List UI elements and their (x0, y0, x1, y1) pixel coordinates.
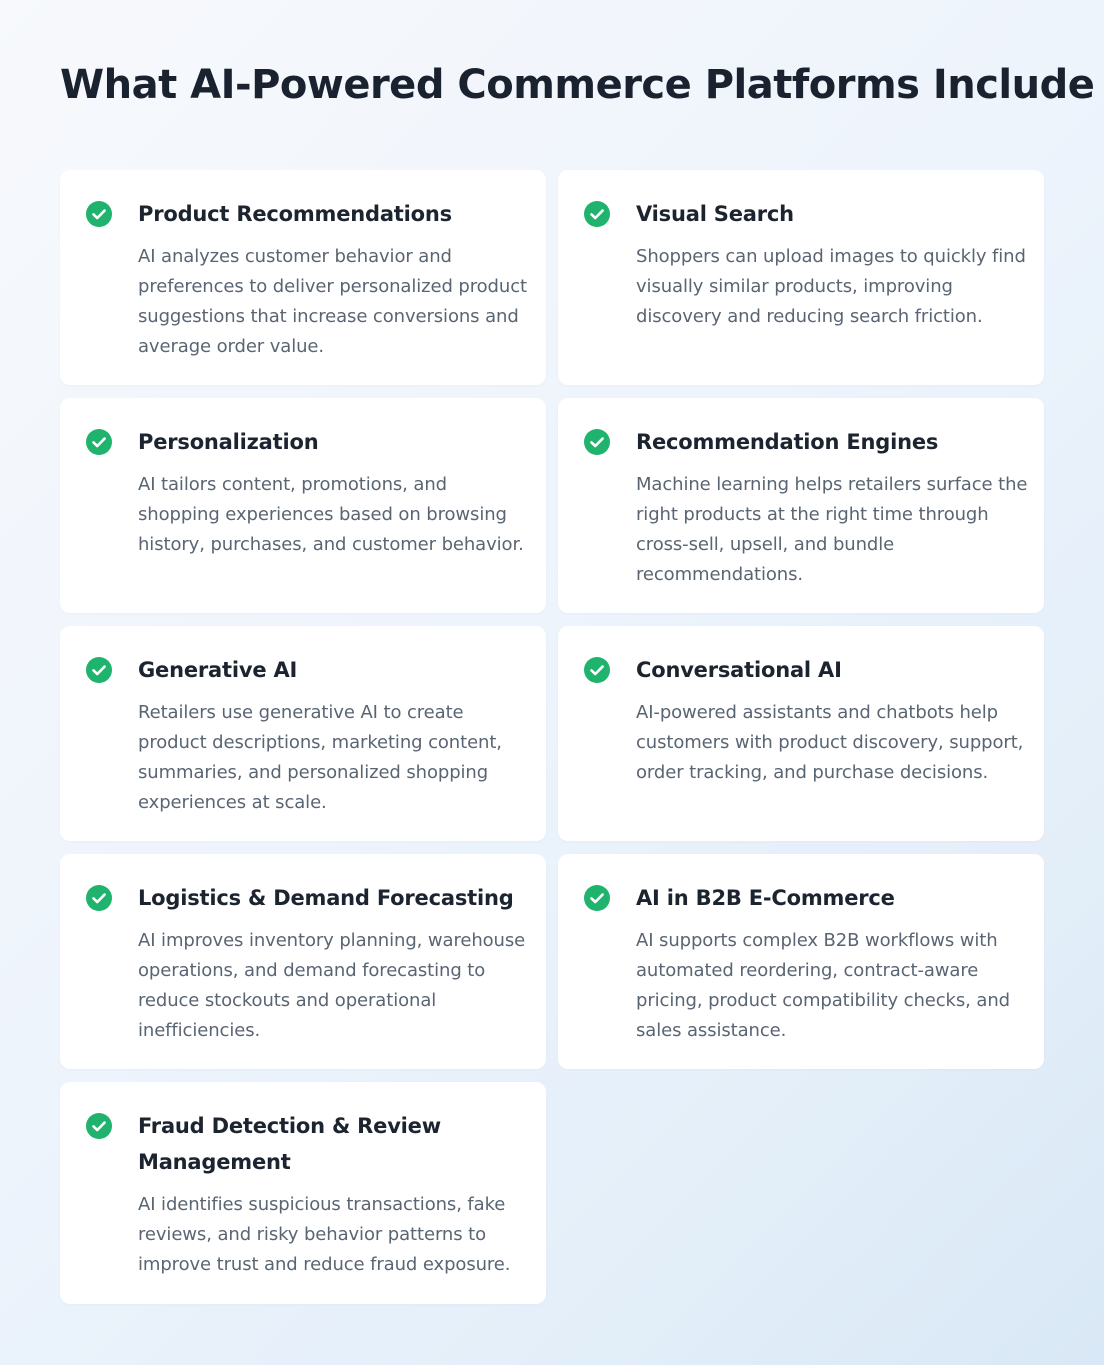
page-title: What AI-Powered Commerce Platforms Include (60, 62, 1095, 108)
feature-card-recommendation-engines (558, 398, 1044, 613)
card-description: AI tailors content, promotions, and shopping experiences based on browsing history, purchases, and customer behavior. (138, 474, 524, 555)
card-title: AI in B2B E-Commerce (636, 886, 895, 910)
check-circle-icon (584, 657, 610, 683)
feature-card-generative-ai (60, 626, 546, 841)
check-circle-icon (86, 885, 112, 911)
card-title: Product Recommendations (138, 202, 452, 226)
card-title: Logistics & Demand Forecasting (138, 886, 514, 910)
feature-card-personalization (60, 398, 546, 613)
card-description: AI supports complex B2B workflows with automated reordering, contract-aware pricing, product compatibility checks, and sales assistance. (636, 930, 1010, 1041)
check-circle-icon (584, 429, 610, 455)
card-description: AI identifies suspicious transactions, fake reviews, and risky behavior patterns to improve trust and reduce fraud exposure. (138, 1194, 511, 1275)
card-description: Shoppers can upload images to quickly find visually similar products, improving discovery and reducing search friction. (636, 246, 1026, 327)
check-circle-icon (584, 885, 610, 911)
card-title: Visual Search (636, 202, 794, 226)
check-circle-icon (584, 201, 610, 227)
feature-grid (60, 170, 1044, 1304)
card-title: Conversational AI (636, 658, 842, 682)
feature-card-visual-search (558, 170, 1044, 385)
check-circle-icon (86, 201, 112, 227)
card-description: AI-powered assistants and chatbots help customers with product discovery, support, order tracking, and purchase decisions. (636, 702, 1024, 783)
card-title: Fraud Detection & Review Management (138, 1114, 441, 1174)
card-title: Generative AI (138, 658, 298, 682)
feature-card-fraud-detection-review-management (60, 1082, 546, 1304)
card-description: AI analyzes customer behavior and preferences to deliver personalized product suggestions that increase conversions and average order value. (138, 246, 527, 357)
card-title: Personalization (138, 430, 319, 454)
card-description: Retailers use generative AI to create product descriptions, marketing content, summaries, and personalized shopping experiences at scale. (138, 702, 502, 813)
check-circle-icon (86, 1113, 112, 1139)
feature-card-product-recommendations (60, 170, 546, 385)
card-description: Machine learning helps retailers surface the right products at the right time through cross-sell, upsell, and bundle recommendations. (636, 474, 1028, 585)
card-description: AI improves inventory planning, warehouse operations, and demand forecasting to reduce stockouts and operational inefficiencies. (138, 930, 526, 1041)
feature-card-ai-in-b2b-e-commerce (558, 854, 1044, 1069)
feature-card-logistics-demand-forecasting (60, 854, 546, 1069)
card-title: Recommendation Engines (636, 430, 939, 454)
feature-card-conversational-ai (558, 626, 1044, 841)
check-circle-icon (86, 429, 112, 455)
check-circle-icon (86, 657, 112, 683)
